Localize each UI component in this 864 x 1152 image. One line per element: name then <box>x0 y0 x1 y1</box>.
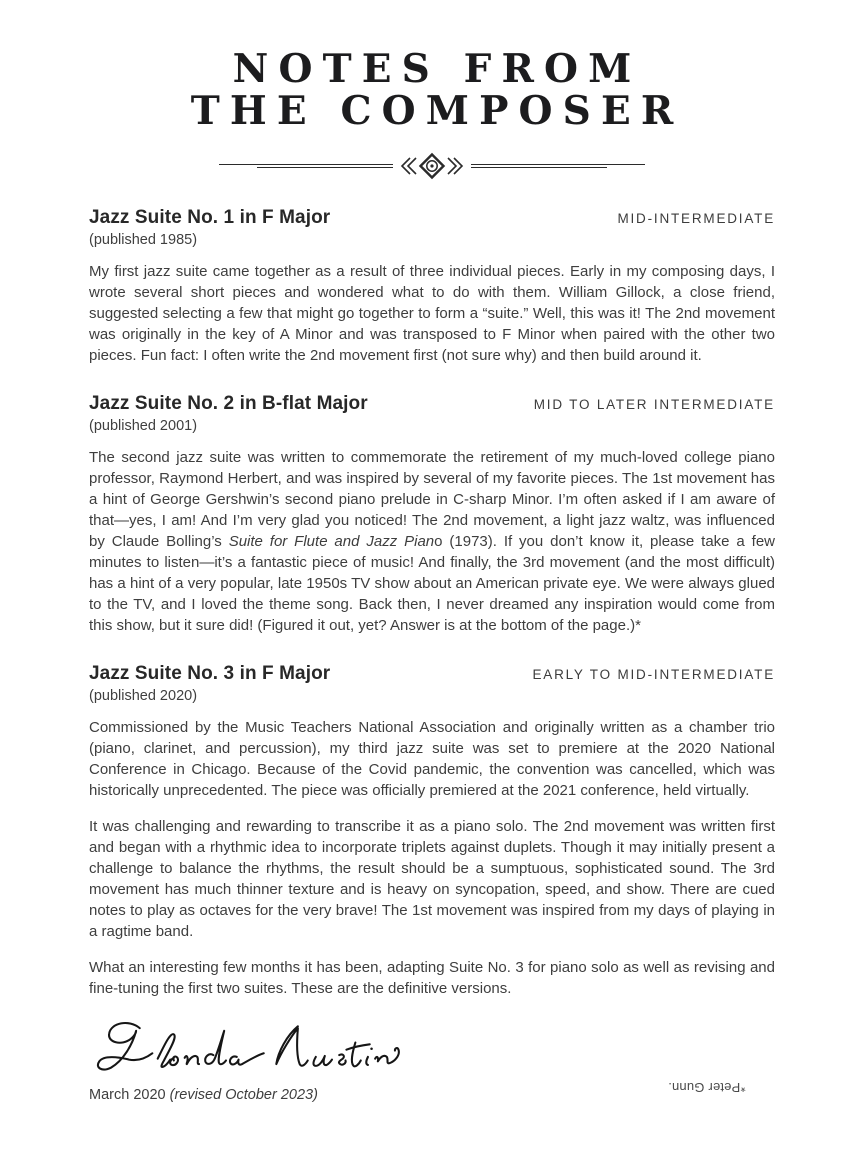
section-3-paragraph-2: It was challenging and rewarding to transcribe it as a piano solo. The 2nd movement was written first and began with a rhythmic idea to incorporate triplets against duplets. Though it may initially present a challenge to balance the rhythms, the result should be a sumptuous, sophisticated sound. The 3rd movement has much thinner texture and is heavy on syncopation, speed, and show. There are cued notes to play as octaves for the very brave! The 1st movement was inspired from my days of playing in a ragtime band. <box>89 818 775 941</box>
section-2-published: (published 2001) <box>89 418 198 435</box>
section-2-level-badge: MID TO LATER INTERMEDIATE <box>533 397 775 413</box>
section-jazz-suite-1 <box>89 207 775 366</box>
diamond-ornament-icon <box>217 152 647 180</box>
section-jazz-suite-2 <box>89 393 775 636</box>
section-3-header <box>89 663 775 685</box>
section-jazz-suite-3 <box>89 663 775 999</box>
section-2-text-post: o (1973). If you don’t know it, please take a few minutes to listen—it’s a fantastic piece of music! And finally, the 3rd movement (and the most difficult) has a hint of a very popular, late 1950s TV show about an American private eye. We were always glued to the TV, and I loved the theme song. Back then, I never dreamed any inspiration would come from this show, but it sure did! (Figured it out, yet? Answer is at the bottom of the page.)* <box>89 533 775 635</box>
section-1-paragraph: My first jazz suite came together as a result of three individual pieces. Early in my composing days, I wrote several short pieces and wondered what to do with them. William Gillock, a close friend, suggested selecting a few that might go together to form a “suite.” Well, this was it! The 2nd movement was originally in the key of A Minor and was transposed to F Minor when paired with the other two pieces. Fun fact: I often write the 2nd movement first (not sure why) and then build around it. <box>89 263 775 365</box>
section-2-header <box>89 393 775 415</box>
section-1-level-badge: MID-INTERMEDIATE <box>617 211 775 227</box>
section-3-published: (published 2020) <box>89 688 198 705</box>
upside-down-answer-footnote: *Peter Gunn. <box>668 1080 746 1095</box>
title-divider <box>89 152 775 180</box>
page-title-line-1: NOTES FROM <box>232 46 642 92</box>
date-plain: March 2020 <box>89 1087 170 1104</box>
composer-signature <box>93 1015 403 1079</box>
page-title <box>89 46 775 135</box>
page-title-line-2: THE COMPOSER <box>190 88 684 135</box>
section-1-published: (published 1985) <box>89 232 198 249</box>
section-2-paragraph <box>89 447 775 636</box>
section-1-heading: Jazz Suite No. 1 in F Major <box>89 207 331 229</box>
date-revised: (revised October 2023) <box>169 1087 318 1104</box>
section-3-paragraph-3: What an interesting few months it has been, adapting Suite No. 3 for piano solo as well as revising and fine-tuning the first two suites. These are the definitive versions. <box>89 959 775 998</box>
section-3-heading: Jazz Suite No. 3 in F Major <box>89 663 331 685</box>
section-3-level-badge: EARLY TO MID-INTERMEDIATE <box>532 667 775 683</box>
section-2-text-pre: The second jazz suite was written to commemorate the retirement of my much-loved college piano professor, Raymond Herbert, and was inspired by several of my favorite pieces. The 1st movement has a hint of George Gershwin’s second piano prelude in C-sharp Minor. I’m often asked if I am aware of that—yes, I am! And I’m very glad you noticed! The 2nd movement, a light jazz waltz, was influenced by Claude Bolling’s <box>89 449 775 551</box>
section-3-paragraph-1: Commissioned by the Music Teachers National Association and originally written as a chamber trio (piano, clarinet, and percussion), my third jazz suite was set to premiere at the 2020 National Conference in Chicago. Because of the Covid pandemic, the convention was cancelled, which was historically unprecedented. The piece was officially premiered at the 2021 conference, held virtually. <box>89 719 775 800</box>
section-1-header <box>89 207 775 229</box>
section-2-heading: Jazz Suite No. 2 in B-flat Major <box>89 393 368 415</box>
section-2-work-title: Suite for Flute and Jazz Pian <box>228 533 435 551</box>
